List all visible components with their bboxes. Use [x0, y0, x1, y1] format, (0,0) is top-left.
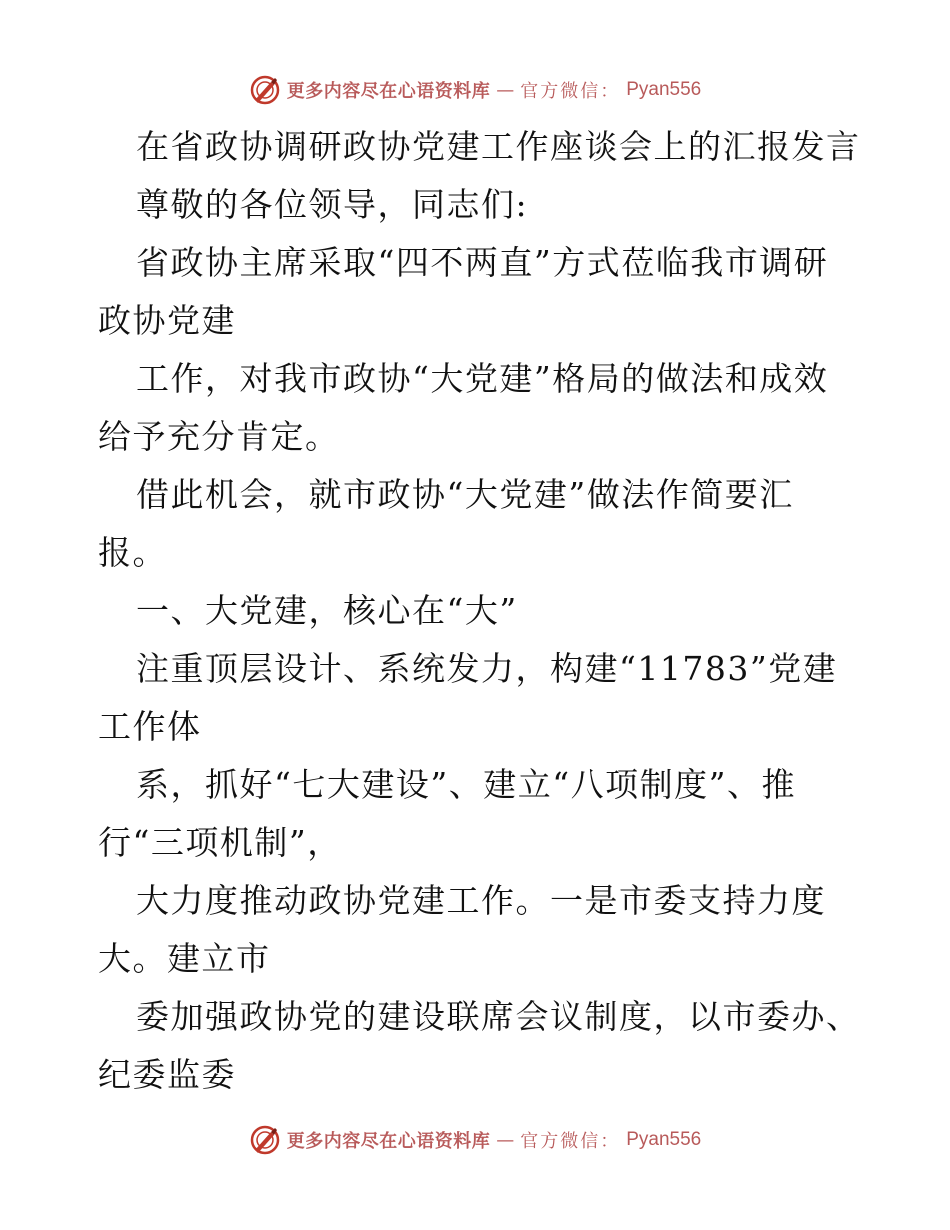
- text-line: 工作体: [98, 707, 202, 746]
- banner-wechat-label: 官方微信：: [520, 1131, 621, 1152]
- pen-logo-icon: [249, 74, 281, 106]
- text-line: 政协党建: [98, 301, 236, 340]
- banner-brand-text: 更多内容尽在心语资料库: [286, 81, 491, 102]
- text-line: 大。建立市: [98, 939, 271, 978]
- footer-banner: [0, 1120, 950, 1160]
- text-line: 给予充分肯定。: [98, 417, 340, 456]
- text-line: 大力度推动政协党建工作。一是市委支持力度: [136, 881, 826, 920]
- banner-wechat-id: Pyan556: [626, 79, 702, 100]
- text-line: 在省政协调研政协党建工作座谈会上的汇报发言: [136, 127, 861, 166]
- banner-wechat-label: 官方微信：: [520, 81, 621, 102]
- banner-separator: —: [496, 1129, 515, 1151]
- text-line: 尊敬的各位领导，同志们:: [136, 185, 529, 224]
- text-line: 工作，对我市政协“大党建”格局的做法和成效: [136, 359, 829, 398]
- text-line: 行“三项机制”，: [98, 823, 342, 862]
- text-line: 注重顶层设计、系统发力，构建“11783”党建: [136, 649, 838, 688]
- banner-brand-text: 更多内容尽在心语资料库: [286, 1131, 491, 1152]
- header-banner: [0, 70, 950, 110]
- banner-separator: —: [496, 79, 515, 101]
- text-line: 省政协主席采取“四不两直”方式莅临我市调研: [136, 243, 829, 282]
- text-line: 委加强政协党的建设联席会议制度，以市委办、: [136, 997, 861, 1036]
- text-line: 一、大党建，核心在“大”: [136, 591, 518, 630]
- document-body: [98, 118, 861, 1104]
- text-line: 报。: [98, 533, 167, 572]
- text-line: 纪委监委: [98, 1055, 236, 1094]
- pen-logo-icon: [249, 1124, 281, 1156]
- text-line: 借此机会，就市政协“大党建”做法作简要汇: [136, 475, 794, 514]
- banner-wechat-id: Pyan556: [626, 1129, 702, 1150]
- text-line: 系，抓好“七大建设”、建立“八项制度”、推: [136, 765, 796, 804]
